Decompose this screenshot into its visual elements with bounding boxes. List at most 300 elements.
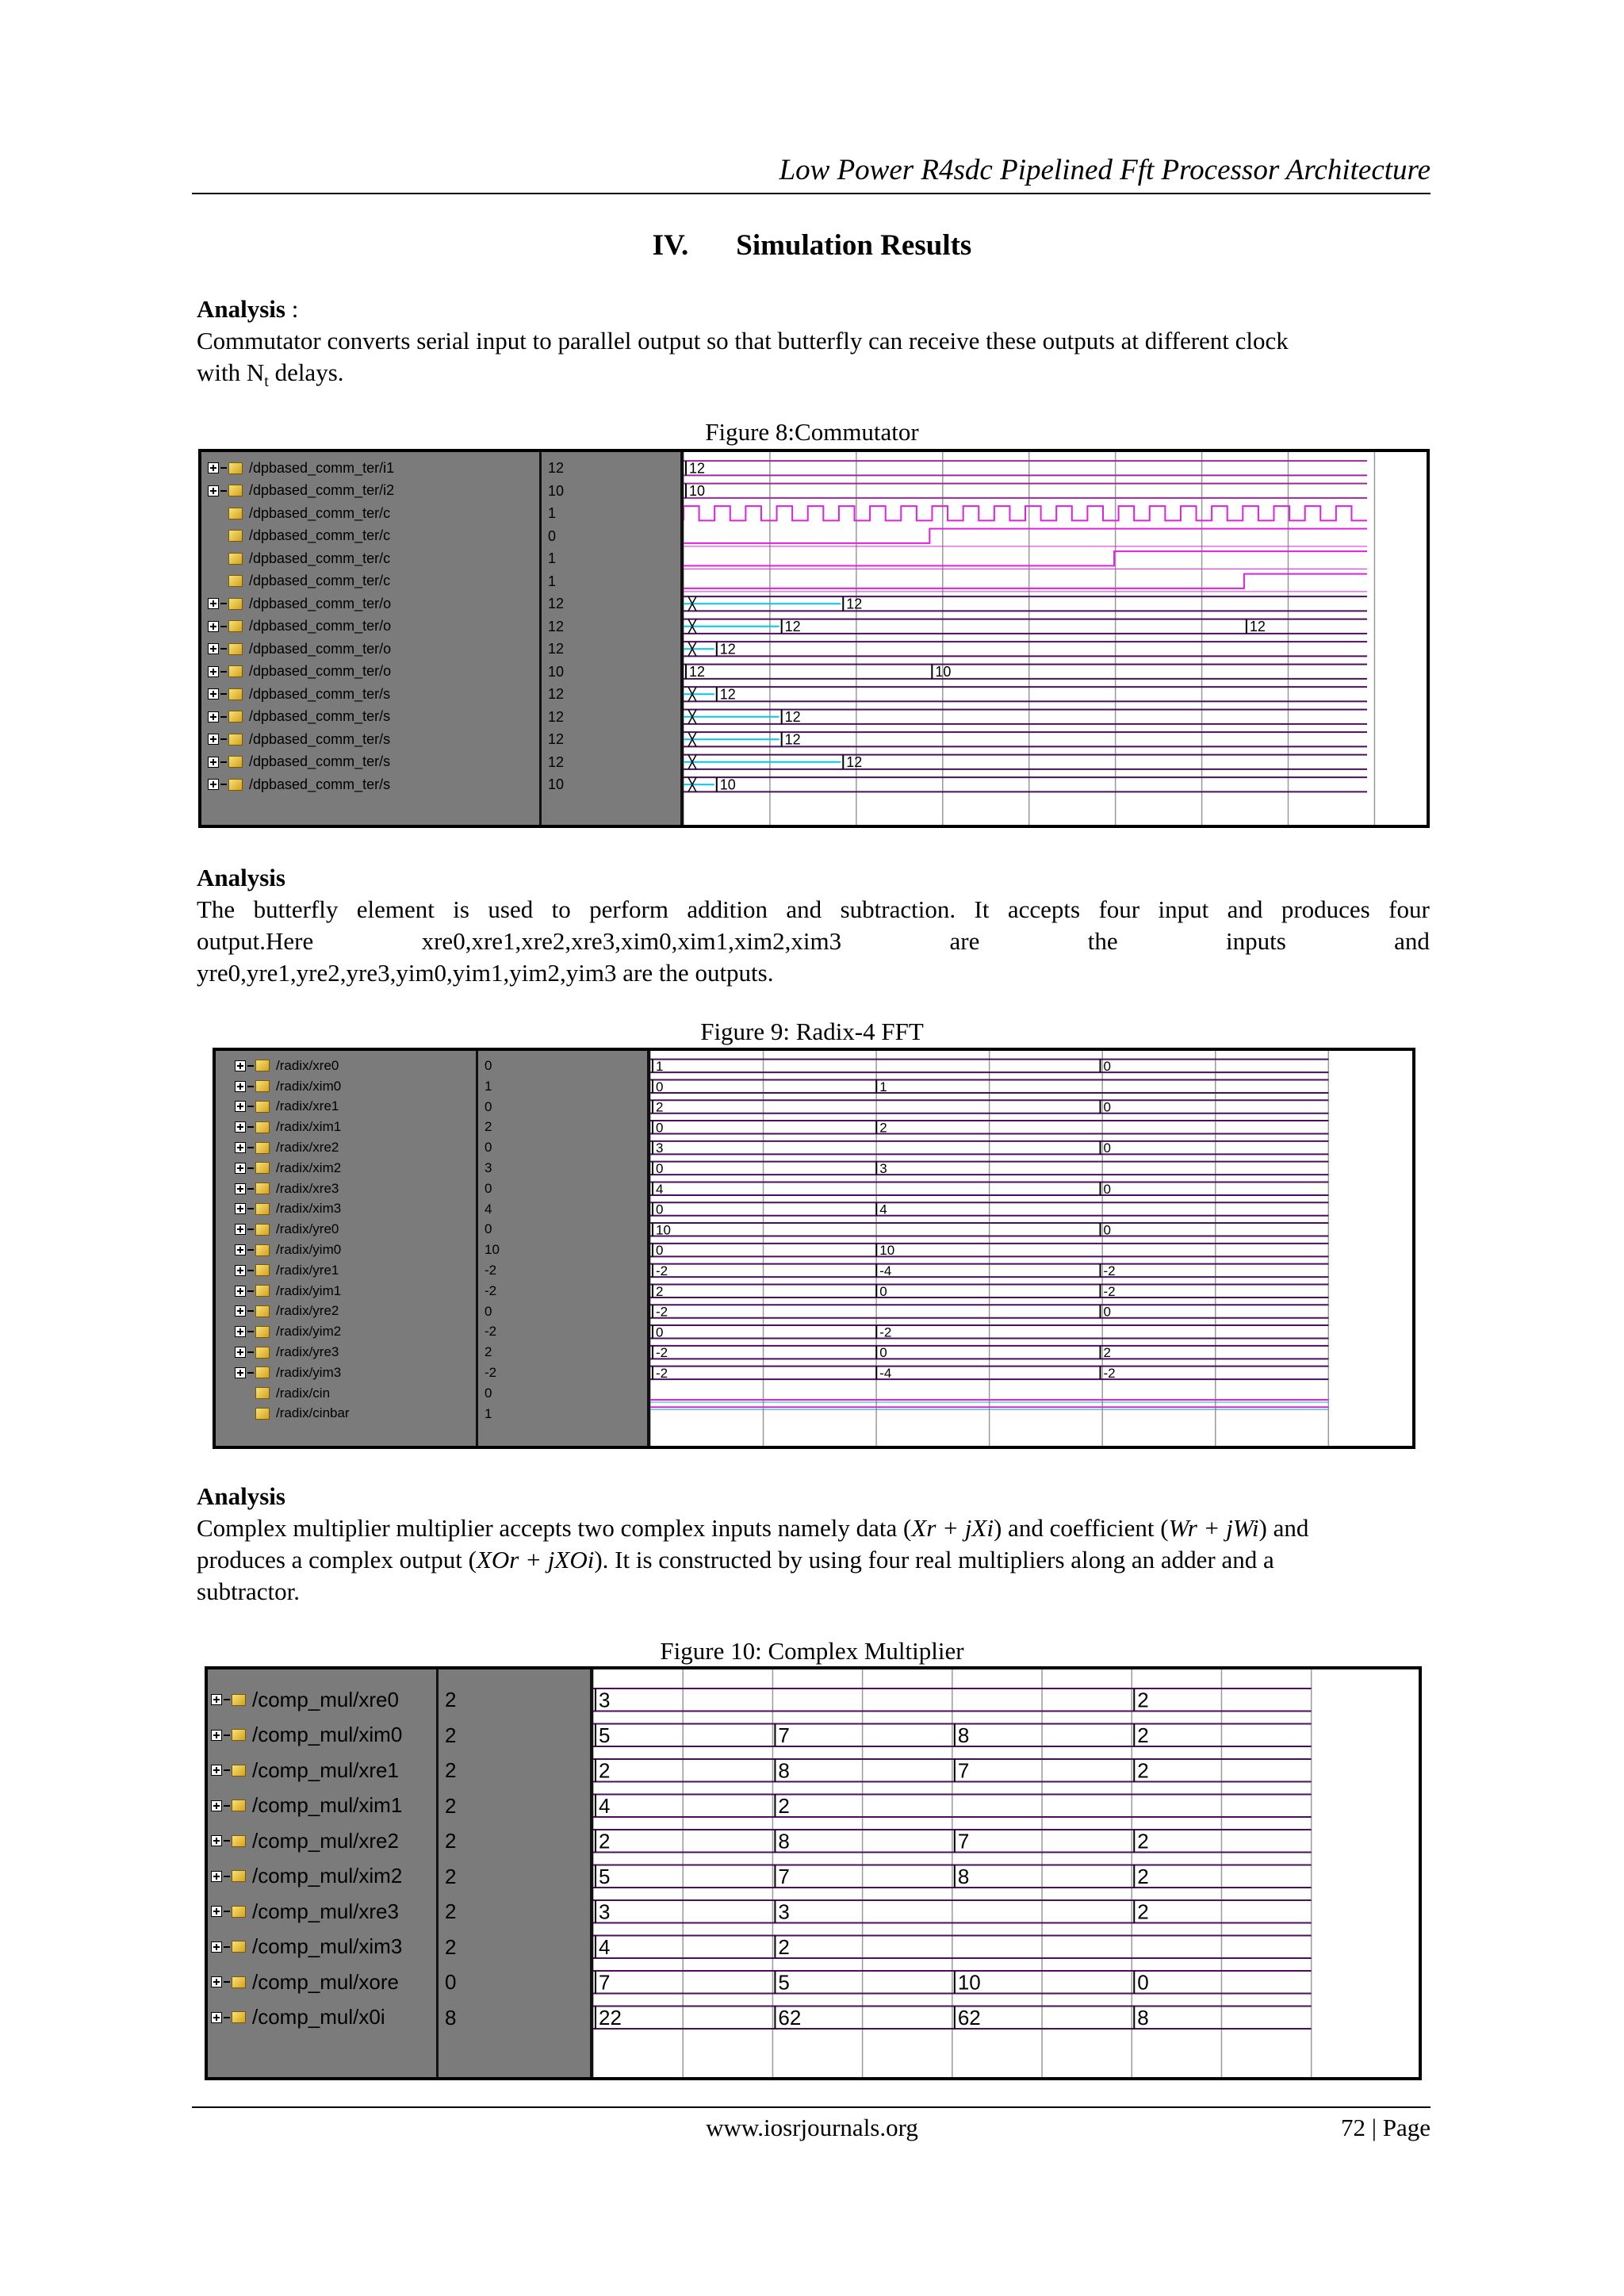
signal-row[interactable] <box>201 728 539 751</box>
expand-icon[interactable] <box>211 1800 222 1811</box>
signal-value: 10 <box>548 482 565 499</box>
expand-icon[interactable] <box>235 1183 246 1194</box>
signal-folder-icon <box>255 1121 270 1133</box>
signal-row[interactable] <box>208 1718 436 1754</box>
analysis-text-2: with $N_t$ delays. <box>197 358 344 391</box>
wave-value-label: 12 <box>784 709 801 726</box>
signal-value: 12 <box>548 753 565 770</box>
signal-row[interactable] <box>201 661 539 684</box>
signal-value: 10 <box>485 1242 500 1258</box>
signal-value-pane <box>436 1669 592 2077</box>
signal-value: 0 <box>485 1140 492 1156</box>
expand-icon[interactable] <box>211 1871 222 1882</box>
signal-value: 2 <box>485 1344 492 1360</box>
bus-trace <box>684 596 1367 611</box>
signal-name: /comp_mul/x0i <box>252 2005 385 2030</box>
expand-icon[interactable] <box>235 1203 246 1214</box>
wave-value-label: 2 <box>599 1758 611 1783</box>
signal-name: /comp_mul/xim0 <box>252 1723 403 1747</box>
signal-value: 0 <box>485 1221 492 1237</box>
expand-icon[interactable] <box>235 1121 246 1133</box>
signal-value: 2 <box>445 1864 457 1888</box>
wave-value-label: 10 <box>656 1222 671 1238</box>
bus-trace <box>684 484 1367 498</box>
signal-value: 2 <box>445 1829 457 1853</box>
signal-name: /radix/cinbar <box>276 1405 350 1421</box>
signal-value: 12 <box>548 641 565 657</box>
wave-value-label: 0 <box>656 1079 664 1094</box>
signal-row[interactable] <box>201 706 539 729</box>
expand-icon[interactable] <box>235 1265 246 1276</box>
signal-row[interactable] <box>208 1682 436 1718</box>
wave-value-label: 8 <box>778 1758 790 1783</box>
signal-name: /dpbased_comm_ter/s <box>249 776 391 792</box>
expand-icon[interactable] <box>235 1347 246 1358</box>
signal-name: /radix/yre2 <box>276 1303 339 1319</box>
expand-icon[interactable] <box>235 1224 246 1235</box>
signal-value: 12 <box>548 618 565 634</box>
signal-row[interactable] <box>216 1117 476 1137</box>
signal-value: -2 <box>485 1282 497 1298</box>
signal-folder-icon <box>232 1694 246 1706</box>
analysis-text: Complex multiplier multiplier accepts two complex inputs namely data (Xr + jXi) and coefficient (Wr + jWi) and <box>197 1514 1309 1542</box>
signal-row[interactable] <box>208 1930 436 1965</box>
signal-folder-icon <box>232 1835 246 1847</box>
wave-value-label: 7 <box>599 1970 611 1995</box>
signal-value: 2 <box>485 1119 492 1135</box>
signal-row[interactable] <box>216 1383 476 1404</box>
signal-value: 2 <box>445 1793 457 1818</box>
wave-value-label: 5 <box>599 1723 611 1748</box>
signal-folder-icon <box>255 1142 270 1154</box>
signal-name: /radix/yre1 <box>276 1262 339 1278</box>
signal-value: 2 <box>445 1899 457 1923</box>
section-number: IV. <box>652 229 689 262</box>
expand-icon[interactable] <box>208 643 219 654</box>
expand-icon[interactable] <box>235 1367 246 1378</box>
signal-value: 0 <box>485 1303 492 1319</box>
wave-value-label: 8 <box>957 1865 970 1889</box>
wave-value-label: -2 <box>1103 1283 1116 1299</box>
signal-name: /dpbased_comm_ter/c <box>249 527 391 544</box>
expand-icon[interactable] <box>208 734 219 745</box>
signal-value: 0 <box>548 527 557 544</box>
signal-value: 3 <box>485 1160 492 1175</box>
expand-icon[interactable] <box>208 688 219 700</box>
signal-row[interactable] <box>201 683 539 706</box>
wave-value-label: 10 <box>935 664 952 680</box>
signal-name: /dpbased_comm_ter/o <box>249 640 392 657</box>
wave-value-label: 12 <box>719 686 736 703</box>
signal-value: 0 <box>485 1180 492 1196</box>
wave-value-label: 2 <box>599 1829 611 1853</box>
signal-name: /comp_mul/xre1 <box>252 1757 399 1782</box>
signal-name: /radix/xim2 <box>276 1159 342 1175</box>
wave-value-label: 62 <box>957 2006 981 2030</box>
wave-value-label: 10 <box>879 1243 895 1259</box>
wave-value-label: -2 <box>1103 1366 1116 1382</box>
wave-value-label: 2 <box>778 1935 790 1960</box>
signal-name: /dpbased_comm_ter/c <box>249 504 391 521</box>
signal-folder-icon <box>228 756 243 768</box>
signal-row[interactable] <box>201 502 539 525</box>
signal-row[interactable] <box>216 1404 476 1424</box>
analysis-butterfly <box>197 862 1430 989</box>
signal-folder-icon <box>232 1729 246 1741</box>
wave-value-label: 22 <box>599 2006 622 2030</box>
signal-row[interactable] <box>216 1097 476 1117</box>
signal-value: 10 <box>548 663 565 680</box>
wave-value-label: 4 <box>656 1181 664 1197</box>
bit-trace <box>684 574 1367 592</box>
signal-name: /comp_mul/xore <box>252 1969 399 1994</box>
signal-folder-icon <box>232 1800 246 1811</box>
signal-row[interactable] <box>201 592 539 615</box>
signal-name: /radix/xre0 <box>276 1057 339 1073</box>
signal-row[interactable] <box>216 1076 476 1097</box>
signal-row[interactable] <box>208 1894 436 1930</box>
signal-value: 12 <box>548 596 565 611</box>
wave-value-label: 0 <box>1103 1059 1111 1075</box>
signal-folder-icon <box>255 1387 270 1399</box>
wave-value-label: 2 <box>1137 1829 1149 1853</box>
signal-value-pane <box>476 1051 649 1446</box>
signal-row[interactable] <box>216 1179 476 1199</box>
expand-icon[interactable] <box>235 1326 246 1337</box>
wave-value-label: 12 <box>689 664 706 680</box>
signal-folder-icon <box>228 711 243 723</box>
bus-trace <box>684 755 1367 769</box>
wave-value-label: 0 <box>879 1345 887 1361</box>
signal-name: /radix/yim3 <box>276 1364 342 1380</box>
signal-row[interactable] <box>216 1056 476 1076</box>
wave-value-label: 5 <box>599 1865 611 1889</box>
wave-value-label: -2 <box>1103 1263 1116 1279</box>
expand-icon[interactable] <box>211 1765 222 1776</box>
signal-folder-icon <box>232 1765 246 1777</box>
signal-row[interactable] <box>201 480 539 503</box>
signal-value: 1 <box>485 1078 492 1094</box>
signal-folder-icon <box>232 1870 246 1882</box>
expand-icon[interactable] <box>235 1101 246 1112</box>
expand-icon[interactable] <box>235 1060 246 1071</box>
signal-name: /comp_mul/xim3 <box>252 1934 403 1959</box>
wave-value-label: 0 <box>1103 1099 1111 1115</box>
wave-value-label: 12 <box>846 596 863 612</box>
signal-name: /radix/xim1 <box>276 1119 342 1135</box>
signal-row[interactable] <box>216 1158 476 1179</box>
expand-icon[interactable] <box>208 711 219 723</box>
expand-icon[interactable] <box>211 1941 222 1953</box>
expand-icon[interactable] <box>208 598 219 609</box>
signal-name: /dpbased_comm_ter/o <box>249 663 392 680</box>
signal-value: 2 <box>445 1934 457 1959</box>
bit-trace <box>684 529 1367 546</box>
expand-icon[interactable] <box>235 1163 246 1174</box>
signal-row[interactable] <box>216 1363 476 1383</box>
signal-row[interactable] <box>216 1281 476 1301</box>
signal-name: /dpbased_comm_ter/s <box>249 708 391 725</box>
signal-row[interactable] <box>216 1137 476 1158</box>
expand-icon[interactable] <box>208 757 219 768</box>
bus-trace <box>684 461 1367 475</box>
wave-value-label: 3 <box>879 1161 887 1177</box>
signal-value: 10 <box>548 776 565 792</box>
signal-folder-icon <box>228 575 243 587</box>
signal-folder-icon <box>255 1182 270 1194</box>
bus-trace <box>684 642 1367 656</box>
wave-value-label: 10 <box>689 483 706 500</box>
expand-icon[interactable] <box>208 779 219 790</box>
signal-row[interactable] <box>208 1788 436 1824</box>
analysis-text: The butterfly element is used to perform addition and subtraction. It accepts four input and produces four <box>197 895 1430 923</box>
wave-value-label: 2 <box>879 1120 887 1136</box>
signal-value: 0 <box>445 1970 457 1994</box>
signal-folder-icon <box>255 1162 270 1174</box>
header-rule <box>192 193 1431 194</box>
figure8-caption: Figure 8:Commutator <box>705 418 919 446</box>
expand-icon[interactable] <box>235 1286 246 1297</box>
signal-row[interactable] <box>201 638 539 661</box>
signal-folder-icon <box>255 1408 270 1420</box>
bus-trace <box>684 777 1367 792</box>
expand-icon[interactable] <box>235 1244 246 1255</box>
signal-value-pane <box>539 452 683 825</box>
wave-value-label: 0 <box>656 1120 664 1136</box>
signal-folder-icon <box>228 688 243 700</box>
signal-folder-icon <box>228 643 243 655</box>
signal-name: /radix/yim2 <box>276 1324 342 1340</box>
signal-name: /dpbased_comm_ter/s <box>249 730 391 747</box>
wave-value-label: 8 <box>957 1723 970 1748</box>
expand-icon[interactable] <box>208 666 219 677</box>
signal-name: /comp_mul/xre2 <box>252 1828 399 1853</box>
expand-icon[interactable] <box>211 2012 222 2023</box>
signal-row[interactable] <box>208 1753 436 1788</box>
expand-icon[interactable] <box>235 1142 246 1153</box>
signal-folder-icon <box>255 1101 270 1113</box>
wave-value-label: 0 <box>1137 1970 1149 1995</box>
signal-row[interactable] <box>201 547 539 570</box>
signal-value: 0 <box>485 1098 492 1114</box>
signal-folder-icon <box>228 665 243 677</box>
signal-folder-icon <box>255 1326 270 1338</box>
signal-name: /comp_mul/xim1 <box>252 1793 403 1818</box>
signal-name: /radix/yre3 <box>276 1344 339 1360</box>
expand-icon[interactable] <box>208 621 219 632</box>
section-title <box>0 228 1624 263</box>
signal-folder-icon <box>255 1305 270 1317</box>
signal-value: -2 <box>485 1263 497 1278</box>
signal-row[interactable] <box>201 773 539 796</box>
signal-row[interactable] <box>216 1199 476 1220</box>
wave-value-label: 3 <box>599 1688 611 1712</box>
signal-folder-icon <box>255 1224 270 1236</box>
signal-value: -2 <box>485 1324 497 1340</box>
signal-folder-icon <box>228 530 243 542</box>
signal-folder-icon <box>228 553 243 565</box>
signal-value: 1 <box>548 550 557 566</box>
signal-value: -2 <box>485 1365 497 1380</box>
footer-page-number: 72 | Page <box>1341 2114 1431 2141</box>
expand-icon[interactable] <box>235 1081 246 1092</box>
signal-value: 1 <box>485 1405 492 1421</box>
wave-value-label: 2 <box>1103 1345 1111 1361</box>
analysis-text-3: subtractor. <box>197 1577 300 1605</box>
signal-name: /radix/xim3 <box>276 1201 342 1217</box>
signal-row[interactable] <box>201 457 539 480</box>
figure10-waveform-window <box>205 1666 1422 2080</box>
wave-value-label: 0 <box>656 1202 664 1217</box>
signal-name: /dpbased_comm_ter/c <box>249 550 391 566</box>
signal-folder-icon <box>232 1906 246 1918</box>
signal-value: 12 <box>548 708 565 725</box>
signal-row[interactable] <box>208 1964 436 2000</box>
footer-url[interactable]: www.iosrjournals.org <box>706 2114 918 2141</box>
wave-value-label: 0 <box>656 1161 664 1177</box>
signal-value: 1 <box>548 505 557 521</box>
wave-value-label: 4 <box>599 1794 611 1819</box>
analysis-heading: Analysis <box>197 864 285 891</box>
wave-value-label: 12 <box>1249 619 1266 635</box>
wave-value-label: 4 <box>879 1202 887 1217</box>
wave-value-label: 0 <box>1103 1222 1111 1238</box>
waveform-pane[interactable] <box>590 1669 1419 2077</box>
wave-value-label: 3 <box>778 1899 790 1924</box>
analysis-text: Commutator converts serial input to parallel output so that butterfly can receive these outputs at different clock <box>197 327 1289 355</box>
wave-value-label: 10 <box>957 1970 981 1995</box>
signal-row[interactable] <box>208 1859 436 1895</box>
wave-value-label: 10 <box>719 776 736 793</box>
signal-row[interactable] <box>216 1321 476 1342</box>
analysis-text-2: produces a complex output (XOr + jXOi). It is constructed by using four real multipliers along an adder and a <box>197 1546 1274 1573</box>
signal-row[interactable] <box>216 1301 476 1322</box>
signal-row[interactable] <box>201 570 539 593</box>
wave-value-label: 0 <box>1103 1181 1111 1197</box>
analysis-commutator <box>197 293 1430 397</box>
signal-row[interactable] <box>208 2000 436 2036</box>
wave-value-label: -2 <box>656 1345 668 1361</box>
signal-folder-icon <box>255 1203 270 1215</box>
signal-row[interactable] <box>208 1823 436 1859</box>
wave-value-label: 0 <box>1103 1140 1111 1156</box>
wave-value-label: 12 <box>719 641 736 657</box>
signal-row[interactable] <box>201 751 539 774</box>
signal-value: 2 <box>445 1723 457 1747</box>
expand-icon[interactable] <box>211 1694 222 1705</box>
signal-name: /dpbased_comm_ter/o <box>249 618 392 634</box>
wave-value-label: -2 <box>656 1304 668 1320</box>
waveform-pane[interactable] <box>647 1051 1412 1446</box>
wave-value-label: 2 <box>656 1283 664 1299</box>
signal-name: /dpbased_comm_ter/i1 <box>249 459 395 476</box>
wave-value-label: 12 <box>784 731 801 748</box>
bus-trace <box>684 665 1367 679</box>
wave-value-label: -2 <box>656 1366 668 1382</box>
signal-name: /radix/xim0 <box>276 1078 342 1094</box>
wave-value-label: 3 <box>599 1899 611 1924</box>
signal-name: /radix/yre0 <box>276 1221 339 1237</box>
wave-value-label: 7 <box>778 1723 790 1748</box>
wave-value-label: 0 <box>1103 1304 1111 1320</box>
signal-folder-icon <box>228 598 243 610</box>
signal-name: /radix/xre3 <box>276 1180 339 1196</box>
signal-name: /radix/yim1 <box>276 1282 342 1298</box>
expand-icon[interactable] <box>211 1906 222 1917</box>
signal-row[interactable] <box>216 1219 476 1240</box>
waveform-plot <box>650 1051 1412 1446</box>
wave-value-label: 2 <box>1137 1723 1149 1748</box>
analysis-text-3: yre0,yre1,yre2,yre3,yim0,yim1,yim2,yim3 are the outputs. <box>197 959 774 987</box>
signal-value: 2 <box>445 1758 457 1782</box>
wave-value-label: 0 <box>656 1243 664 1259</box>
signal-value: 2 <box>445 1688 457 1711</box>
signal-folder-icon <box>232 1941 246 1953</box>
signal-row[interactable] <box>201 615 539 638</box>
signal-value: 12 <box>548 686 565 702</box>
signal-folder-icon <box>255 1080 270 1092</box>
expand-icon[interactable] <box>208 485 219 496</box>
signal-name: /dpbased_comm_ter/c <box>249 573 391 589</box>
wave-value-label: -4 <box>879 1366 892 1382</box>
signal-folder-icon <box>228 734 243 746</box>
signal-name: /comp_mul/xim2 <box>252 1864 403 1888</box>
signal-name: /dpbased_comm_ter/i2 <box>249 482 395 499</box>
figure9-waveform-window <box>213 1048 1415 1449</box>
wave-value-label: 12 <box>689 460 706 477</box>
wave-value-label: 12 <box>846 754 863 771</box>
waveform-plot <box>684 452 1427 825</box>
expand-icon[interactable] <box>211 1835 222 1846</box>
wave-value-label: 0 <box>879 1283 887 1299</box>
signal-row[interactable] <box>201 525 539 548</box>
wave-value-label: -2 <box>656 1263 668 1279</box>
wave-value-label: 2 <box>1137 1865 1149 1889</box>
signal-folder-icon <box>228 462 243 474</box>
expand-icon[interactable] <box>211 1976 222 1987</box>
wave-value-label: 7 <box>957 1829 970 1853</box>
wave-value-label: 3 <box>656 1140 664 1156</box>
wave-value-label: 4 <box>599 1935 611 1960</box>
signal-name-pane <box>216 1051 476 1446</box>
waveform-pane[interactable] <box>680 452 1427 825</box>
signal-name: /dpbased_comm_ter/s <box>249 753 391 770</box>
waveform-plot <box>593 1669 1419 2077</box>
figure10-caption: Figure 10: Complex Multiplier <box>660 1637 964 1665</box>
analysis-complex-multiplier <box>197 1481 1430 1608</box>
signal-row[interactable] <box>216 1240 476 1260</box>
signal-folder-icon <box>255 1060 270 1071</box>
expand-icon[interactable] <box>235 1305 246 1317</box>
expand-icon[interactable] <box>211 1730 222 1741</box>
wave-value-label: 12 <box>784 619 801 635</box>
signal-folder-icon <box>255 1244 270 1256</box>
wave-value-label: 1 <box>656 1059 664 1075</box>
bit-trace <box>684 506 1367 520</box>
signal-value: 4 <box>485 1201 492 1217</box>
signal-name: /radix/xre2 <box>276 1140 339 1156</box>
signal-row[interactable] <box>216 1260 476 1281</box>
signal-folder-icon <box>255 1264 270 1276</box>
analysis-heading: Analysis <box>197 1482 285 1510</box>
wave-value-label: 2 <box>1137 1688 1149 1712</box>
expand-icon[interactable] <box>208 462 219 473</box>
signal-name: /dpbased_comm_ter/o <box>249 595 392 611</box>
wave-value-label: 2 <box>1137 1899 1149 1924</box>
running-title: Low Power R4sdc Pipelined Fft Processor Architecture <box>779 154 1431 186</box>
signal-row[interactable] <box>216 1342 476 1363</box>
wave-value-label: 8 <box>778 1829 790 1853</box>
